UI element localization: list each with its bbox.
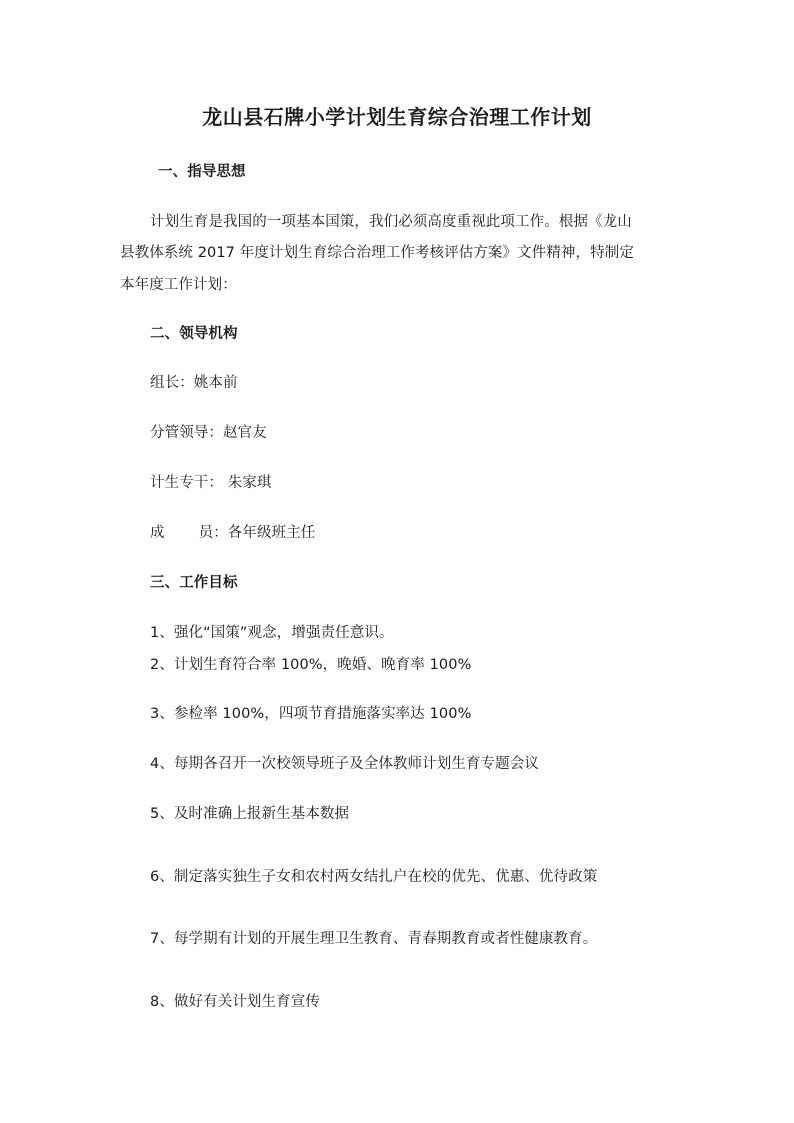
goal-item-7: 7、每学期有计划的开展生理卫生教育、青春期教育或者性健康教育。	[150, 931, 598, 947]
goal-item-2: 2、计划生育符合率 100%，晚婚、晚育率 100%	[150, 657, 472, 673]
leader-line: 组长：姚本前	[150, 375, 238, 391]
document-title: 龙山县石牌小学计划生育综合治理工作计划	[202, 105, 592, 129]
members-label-rest: 员：各年级班主任	[198, 525, 316, 541]
goal-item-1: 1、强化“国策”观念，增强责任意识。	[150, 625, 394, 641]
section-heading-guiding-thought: 一、指导思想	[158, 164, 246, 180]
members-line	[150, 523, 315, 543]
goal-item-4: 4、每期各召开一次校领导班子及全体教师计划生育专题会议	[150, 756, 539, 772]
members-label-first-char: 成	[150, 525, 165, 541]
goal-item-5: 5、及时准确上报新生基本数据	[150, 806, 350, 822]
goal-item-8: 8、做好有关计划生育宣传	[150, 994, 320, 1010]
paragraph-line-2: 县教体系统 2017 年度计划生育综合治理工作考核评估方案》文件精神，特制定	[120, 245, 634, 261]
paragraph-line-3: 本年度工作计划：	[120, 277, 237, 293]
goal-item-6: 6、制定落实独生子女和农村两女结扎户在校的优先、优惠、优待政策	[150, 869, 598, 885]
family-planning-officer-line: 计生专干： 朱家琪	[150, 475, 272, 491]
section-heading-leadership: 二、领导机构	[150, 326, 238, 342]
deputy-leader-line: 分管领导：赵官友	[150, 425, 267, 441]
section-heading-work-goals: 三、工作目标	[150, 575, 238, 591]
goal-item-3: 3、参检率 100%，四项节育措施落实率达 100%	[150, 706, 472, 722]
paragraph-line-1: 计划生育是我国的一项基本国策，我们必须高度重视此项工作。根据《龙山	[150, 214, 632, 230]
